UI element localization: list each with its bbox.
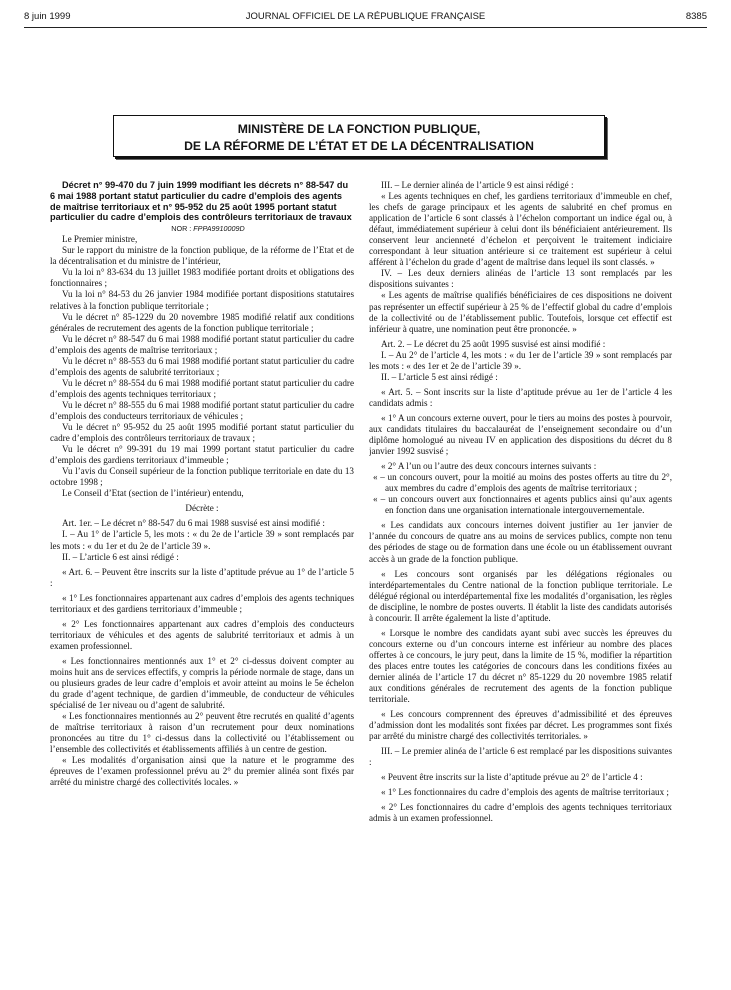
paragraph: « Les concours sont organisés par les délégations régionales ou interdépartementales du Centre national de la fonction publique territoriale. Le délégué régional ou interdépartemental fixe les modalités d’organisation, les règles de discipline, le nombre de postes ouverts. Il établit la liste des candidats autorisés à concourir. Il arrête également la liste d’aptitude. (369, 568, 672, 623)
paragraph: « Les fonctionnaires mentionnés au 2° peuvent être recrutés en qualité d’agents de maîtrise territoriaux à raison d’un recrutement pour deux nominations prononcées au titre du 1° ci-dessus dans la collectivité ou l’établissement ou l’ensemble des collectivités et établissements affiliés à un centre de gestion. (50, 711, 354, 755)
quoted-article-6: « Art. 6. – Peuvent être inscrits sur la liste d’aptitude prévue au 1° de l’article 5 : (50, 566, 354, 588)
header-rule (24, 27, 707, 28)
page-number: 8385 (685, 11, 707, 22)
nor-label: NOR : (171, 224, 192, 234)
paragraph: Le Conseil d’Etat (section de l’intérieur) entendu, (62, 488, 244, 499)
paragraph: « Les agents de maîtrise qualifiés bénéficiaires de ces dispositions ne doivent pas représenter un effectif supérieur à 25 % de l’effectif global du cadre d’emplois de la collectivité ou de l’établissement public. Toutefois, lorsque cet effectif est inférieur à quatre, une nomination peut être prononcée. » (369, 290, 672, 334)
paragraph: « 2° Les fonctionnaires du cadre d’emplois des agents techniques territoriaux admis à un examen professionnel. (369, 802, 672, 824)
ministry-line-1: MINISTÈRE DE LA FONCTION PUBLIQUE, (237, 122, 481, 136)
paragraph: « Les concours comprennent des épreuves d’admissibilité et des épreuves d’admission dont les modalités sont fixées par décret. Les programmes sont fixés par arrêté du ministre chargé des collectivités territoriales. » (369, 709, 672, 742)
paragraph: III. – Le premier alinéa de l’article 6 est remplacé par les dispositions suivantes : (369, 746, 672, 768)
paragraph: Vu le décret n° 99-391 du 19 mai 1999 portant statut particulier du cadre d’emplois des gardiens territoriaux d’immeuble ; (50, 444, 354, 466)
paragraph: « Peuvent être inscrits sur la liste d’aptitude prévue au 2° de l’article 4 : (381, 772, 643, 783)
paragraph: III. – Le dernier alinéa de l’article 9 est ainsi rédigé : (381, 180, 574, 190)
paragraph: « 2° A l’un ou l’autre des deux concours internes suivants : (381, 461, 597, 472)
paragraph: Sur le rapport du ministre de la fonction publique, de la réforme de l’Etat et de la décentralisation et du ministre de l’intérieur, (50, 245, 354, 267)
ministry-heading-box (113, 115, 605, 157)
paragraph: II. – L’article 6 est ainsi rédigé : (62, 551, 179, 562)
nor-reference (50, 223, 354, 234)
nor-code: FPPA9910009D (193, 224, 245, 234)
paragraph: Le Premier ministre, (62, 234, 138, 245)
list-item: « – un concours ouvert aux fonctionnaires et agents publics ainsi qu’aux agents en fonction dans une organisation internationale intergouvernementale. (373, 494, 672, 516)
decree-title: Décret n° 99-470 du 7 juin 1999 modifiant les décrets n° 88-547 du 6 mai 1988 portant statut particulier du cadre d’emplois des agents de maîtrise territoriaux et n° 95-952 du 25 août 1995 portant statut particulier du cadre d’emplois des contrôleurs territoriaux de travaux (50, 180, 352, 223)
paragraph: « Les fonctionnaires mentionnés aux 1° et 2° ci-dessus doivent compter au moins huit ans de services effectifs, y compris la période normale de stage, dans un ou plusieurs grades de leur cadre d’emplois et avoir atteint au moins le 5e échelon du grade d’agent technique, de gardien d’immeuble, de conducteur de véhicules spécialisé de 1er niveau ou d’agent de salubrité. (50, 655, 354, 711)
right-column (369, 180, 672, 980)
paragraph: Vu le décret n° 85-1229 du 20 novembre 1985 modifié relatif aux conditions générales de recrutement des agents de la fonction publique territoriale ; (50, 311, 354, 333)
paragraph: Vu le décret n° 88-554 du 6 mai 1988 modifié portant statut particulier du cadre d’emplois des agents techniques territoriaux ; (50, 377, 354, 399)
paragraph: « Les candidats aux concours internes doivent justifier au 1er janvier de l’année du concours de quatre ans au moins de services publics, compte non tenu des périodes de stage ou de formation dans une école ou un établissement ouvrant accès à un grade de la fonction publique. (369, 520, 672, 564)
paragraph: « Les modalités d’organisation ainsi que la nature et le programme des épreuves de l’examen professionnel prévu au 2° du premier alinéa sont fixés par arrêté du ministre chargé des collectivités locales. » (50, 755, 354, 788)
paragraph: « Les agents techniques en chef, les gardiens territoriaux d’immeuble en chef, les chefs de garage principaux et les agents de salubrité en chef promus en application de l’article 6 sont classés à l’échelon comportant un indice égal ou, à défaut, immédiatement supérieur à celui dont ils bénéficiaient antérieurement. Ils conservent leur ancienneté d’échelon et perçoivent le traitement indiciaire correspondant à leur situation antérieure si ce traitement est supérieur à celui afférent à l’échelon du grade d’agent de maîtrise dans lequel ils sont classés. » (369, 191, 672, 268)
paragraph: Vu la loi n° 83-634 du 13 juillet 1983 modifiée portant droits et obligations des fonctionnaires ; (50, 267, 354, 289)
paragraph: Vu le décret n° 88-553 du 6 mai 1988 modifié portant statut particulier du cadre d’emplois des agents de salubrité territoriaux ; (50, 355, 354, 377)
list-item: « – un concours ouvert, pour la moitié au moins des postes offerts au titre du 2°, aux membres du cadre d’emplois des agents de maîtrise territoriaux ; (373, 472, 672, 494)
paragraph: « 2° Les fonctionnaires appartenant aux cadres d’emplois des conducteurs territoriaux de véhicules et des agents de salubrité territoriaux et admis à un examen professionnel. (50, 618, 354, 651)
running-header (24, 11, 707, 25)
paragraph: « 1° Les fonctionnaires du cadre d’emplois des agents de maîtrise territoriaux ; (381, 787, 669, 798)
paragraph: Vu le décret n° 88-555 du 6 mai 1988 modifié portant statut particulier du cadre d’emplois des conducteurs territoriaux de véhicules ; (50, 399, 354, 421)
paragraph: Vu l’avis du Conseil supérieur de la fonction publique territoriale en date du 13 octobre 1998 ; (50, 466, 354, 488)
paragraph: II. – L’article 5 est ainsi rédigé : (381, 371, 498, 382)
quoted-article-5: « Art. 5. – Sont inscrits sur la liste d’aptitude prévue au 1er de l’article 4 les candidats admis : (369, 386, 672, 408)
journal-title: JOURNAL OFFICIEL DE LA RÉPUBLIQUE FRANÇAISE (245, 11, 486, 22)
paragraph: « 1° A un concours externe ouvert, pour le tiers au moins des postes à pourvoir, aux candidats titulaires du baccalauréat de l’enseignement secondaire ou d’un diplôme homologué au niveau IV en application des dispositions du décret du 8 janvier 1992 susvisé ; (369, 412, 672, 457)
paragraph: Vu la loi n° 84-53 du 26 janvier 1984 modifiée portant dispositions statutaires relatives à la fonction publique territoriale ; (50, 289, 354, 311)
paragraph: I. – Au 1° de l’article 5, les mots : « du 2e de l’article 39 » sont remplacés par les mots : « du 1er et du 2e de l’article 39 ». (50, 529, 354, 551)
paragraph: « Lorsque le nombre des candidats ayant subi avec succès les épreuves du concours externe ou d’un concours interne est inférieur au nombre des places offertes à ce concours, le jury peut, dans la limite de 15 %, modifier la répartition des places entre toutes les catégories de concours dans les conditions fixées au dernier alinéa de l’article 17 du décret n° 85-1229 du 20 novembre 1985 relatif aux conditions générales de recrutement des agents de la fonction publique territoriale. (369, 627, 672, 705)
article-2: Art. 2. – Le décret du 25 août 1995 susvisé est ainsi modifié : (381, 338, 606, 349)
paragraph: I. – Au 2° de l’article 4, les mots : « du 1er de l’article 39 » sont remplacés par les mots : « des 1er et 2e de l’article 39 ». (369, 349, 672, 371)
decrete-heading: Décrète : (185, 503, 219, 514)
issue-date: 8 juin 1999 (24, 11, 71, 22)
paragraph: Vu le décret n° 88-547 du 6 mai 1988 modifié portant statut particulier du cadre d’emplois des agents de maîtrise territoriaux ; (50, 333, 354, 355)
left-column (50, 180, 354, 980)
paragraph: Vu le décret n° 95-952 du 25 août 1995 modifié portant statut particulier du cadre d’emplois des contrôleurs territoriaux de travaux ; (50, 422, 354, 444)
ministry-line-2: DE LA RÉFORME DE L’ÉTAT ET DE LA DÉCENTRALISATION (184, 139, 534, 153)
paragraph: « 1° Les fonctionnaires appartenant aux cadres d’emplois des agents techniques territoriaux et des gardiens territoriaux d’immeuble ; (50, 592, 354, 614)
paragraph: IV. – Les deux derniers alinéas de l’article 13 sont remplacés par les dispositions suivantes : (369, 268, 672, 290)
article-1: Art. 1er. – Le décret n° 88-547 du 6 mai 1988 susvisé est ainsi modifié : (62, 518, 325, 529)
